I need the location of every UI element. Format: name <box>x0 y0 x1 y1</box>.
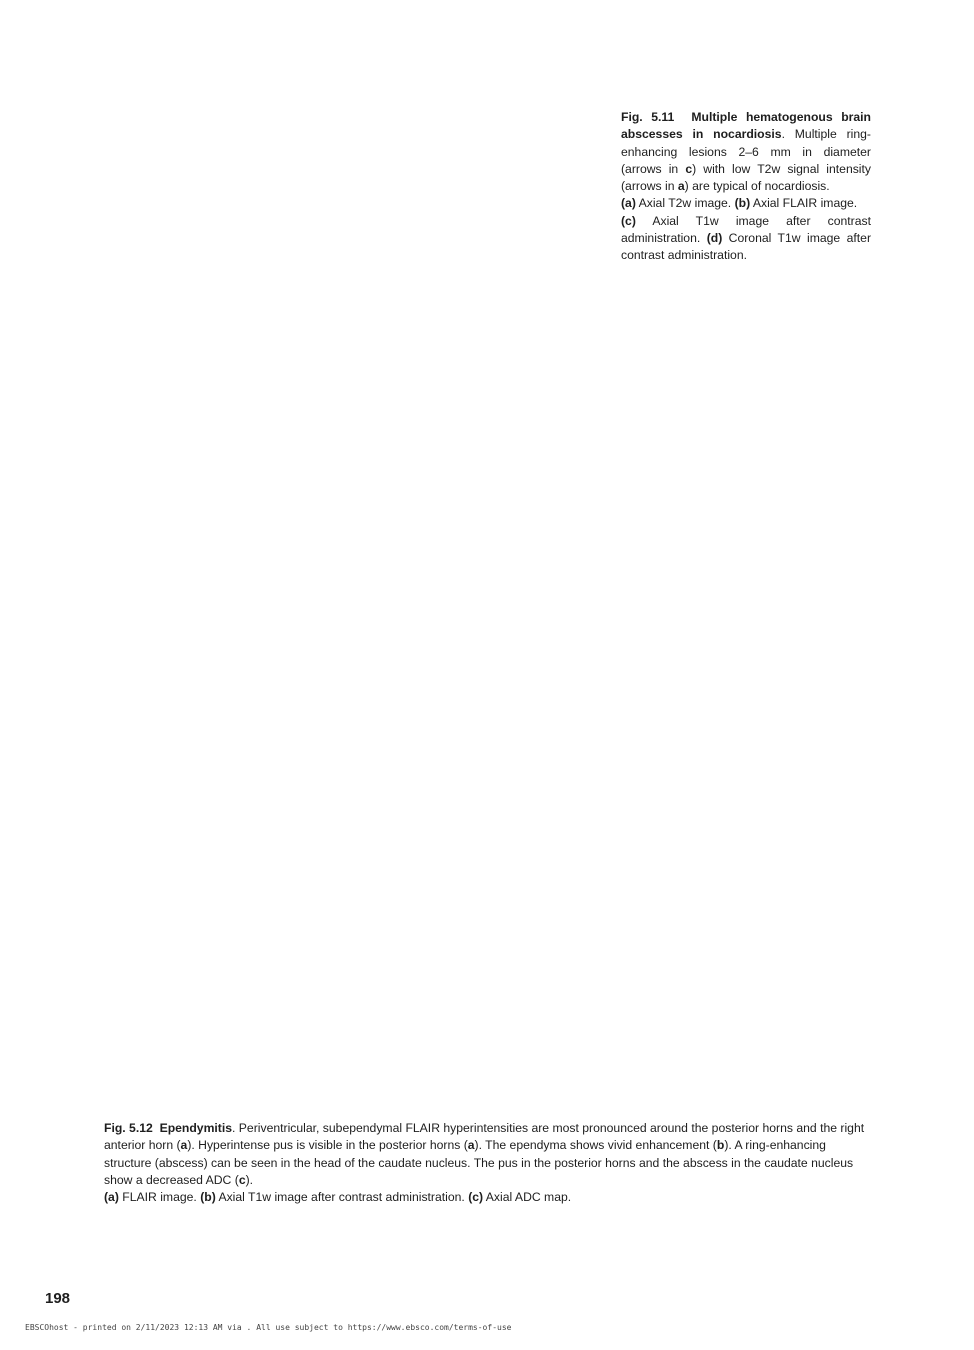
figure-5-11-caption <box>621 109 871 265</box>
panel-ref: c <box>685 161 693 176</box>
panel-ref: a <box>677 179 685 194</box>
panel-label: (b) <box>200 1190 216 1205</box>
panel-text: Coronal T1w image after contrast administration. <box>621 231 872 263</box>
print-footer: EBSCOhost - printed on 2/11/2023 12:13 AM via . All use subject to https://www.ebsco.com/terms-of-use <box>25 1323 512 1332</box>
figure-title: Multiple hematogenous brain abscesses in nocardiosis <box>621 110 871 142</box>
caption-text: ). The ependyma shows vivid enhancement ( <box>474 1138 717 1153</box>
caption-text: ). <box>245 1172 254 1187</box>
caption-text: . Multiple ring-enhancing lesions 2–6 mm in diameter (arrows in <box>621 127 871 176</box>
panel-ref: b <box>716 1138 725 1153</box>
panel-text: Axial ADC map. <box>483 1190 572 1205</box>
panel-text: Axial T1w image after contrast administration. <box>621 213 871 246</box>
panel-label: (d) <box>706 231 723 246</box>
panel-text: Axial FLAIR image. <box>750 196 858 211</box>
panel-label: (c) <box>468 1190 484 1205</box>
figure-title: Ependymitis <box>159 1121 233 1135</box>
panel-ref: a <box>180 1138 188 1153</box>
panel-text: Axial T1w image after contrast administration. <box>215 1190 469 1205</box>
caption-text: ) are typical of nocardiosis. <box>684 179 830 194</box>
panel-label: (b) <box>734 196 751 211</box>
panel-ref: a <box>467 1138 475 1153</box>
figure-5-12-caption <box>104 1120 874 1206</box>
panel-label: (a) <box>104 1190 119 1205</box>
caption-text: . Periventricular, subependymal FLAIR hyperintensities are most pronounced around the posterior horns and the right anterior horn ( <box>104 1121 865 1153</box>
figure-label: Fig. 5.11 <box>621 110 675 124</box>
page-number: 198 <box>45 1290 71 1307</box>
caption-text: ). Hyperintense pus is visible in the posterior horns ( <box>187 1138 468 1153</box>
caption-text: ). A ring-enhancing structure (abscess) can be seen in the head of the caudate nucleus. The pus in the posterior horns and the abscess in the caudate nucleus show a decreased ADC ( <box>104 1138 854 1187</box>
panel-text: Axial T2w image. <box>635 196 735 211</box>
panel-ref: c <box>238 1172 246 1187</box>
panel-label: (c) <box>621 213 636 228</box>
panel-text: FLAIR image. <box>118 1190 201 1205</box>
panel-label: (a) <box>621 196 636 211</box>
figure-label: Fig. 5.12 <box>104 1121 153 1135</box>
caption-text: ) with low T2w signal intensity (arrows in <box>621 161 871 194</box>
